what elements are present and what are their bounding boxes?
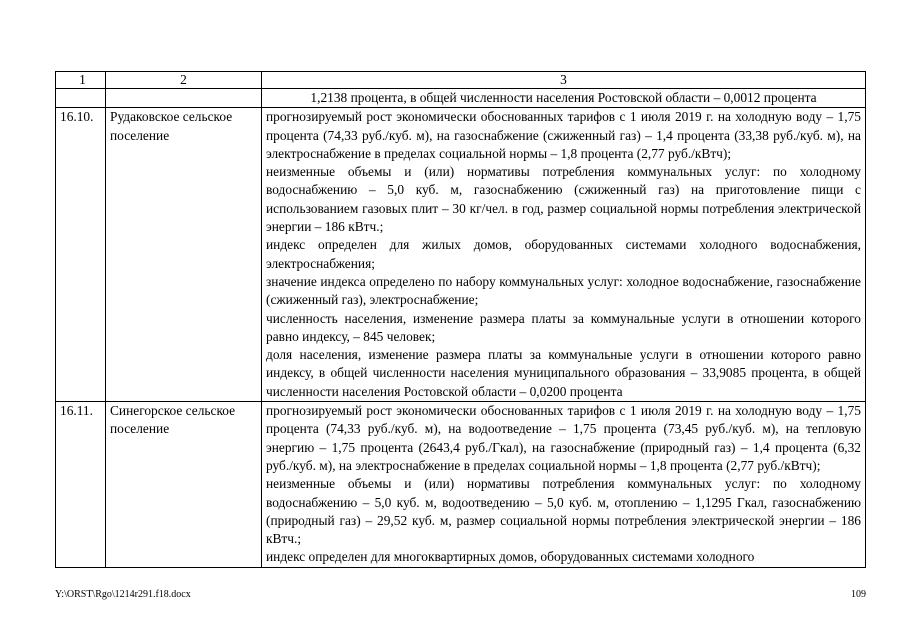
- paragraph: прогнозируемый рост экономически обоснованных тарифов с 1 июля 2019 г. на холодную воду – 1,75 процента (74,33 руб./куб. м), на газоснабжение (сжиженный газ) – 1,4 процента (33,38 руб./куб. м), на электроснабжение в пределах социальной нормы – 1,8 процента (2,77 руб./кВтч);: [266, 109, 861, 161]
- paragraph: прогнозируемый рост экономически обоснованных тарифов с 1 июля 2019 г. на холодную воду – 1,75 процента (74,33 руб./куб. м), на водоотведение – 1,75 процента (73,45 руб./куб. м), на тепловую энергию – 1,75 процента (2643,4 руб./Гкал), на газоснабжение (природный газ) – 1,4 процента (6,32 руб./куб. м), на электроснабжение в пределах социальной нормы – 1,8 процента (2,77 руб./кВтч);: [266, 403, 861, 473]
- table-header-row: [56, 72, 866, 89]
- paragraph: доля населения, изменение размера платы за коммунальные услуги в отношении которого равно индексу, в общей численности населения муниципального образования – 33,9085 процента, в общей численности населения Ростовской области – 0,0200 процента: [266, 347, 861, 399]
- continuation-row: [56, 89, 866, 108]
- header-col-2: 2: [106, 72, 262, 89]
- row-description: [262, 108, 866, 402]
- row-description: [262, 402, 866, 568]
- footer-file-path: Y:\ORST\Rgo\1214r291.f18.docx: [55, 589, 191, 600]
- header-col-1: 1: [56, 72, 106, 89]
- paragraph: неизменные объемы и (или) нормативы потребления коммунальных услуг: по холодному водоснабжению – 5,0 куб. м, газоснабжению (сжиженный газ) на приготовление пищи с использованием газовых плит – 30 кг/чел. в год, размер социальной нормы потребления электрической энергии – 186 кВтч.;: [266, 164, 861, 235]
- table-row: [56, 108, 866, 402]
- header-col-3: 3: [262, 72, 866, 89]
- paragraph: значение индекса определено по набору коммунальных услуг: холодное водоснабжение, газоснабжение (сжиженный газ), электроснабжение;: [266, 273, 861, 308]
- paragraph: индекс определен для многоквартирных домов, оборудованных системами холодного: [266, 549, 755, 565]
- paragraph: индекс определен для жилых домов, оборудованных системами холодного водоснабжения, электроснабжения;: [266, 237, 861, 271]
- continuation-text: 1,2138 процента, в общей численности населения Ростовской области – 0,0012 процента: [262, 89, 866, 108]
- row-number: 16.11.: [56, 402, 106, 568]
- settlement-name: Рудаковское сельское поселение: [106, 108, 262, 402]
- page-number: 109: [851, 589, 866, 600]
- paragraph: численность населения, изменение размера платы за коммунальные услуги в отношении которого равно индексу, – 845 человек;: [266, 310, 861, 344]
- row-number: 16.10.: [56, 108, 106, 402]
- settlement-name: Синегорское сельское поселение: [106, 402, 262, 568]
- paragraph: неизменные объемы и (или) нормативы потребления коммунальных услуг: по холодному водоснабжению – 5,0 куб. м, водоотведению – 5,0 куб. м, отоплению – 1,1295 Гкал, газоснабжению (природный газ) – 29,52 куб. м, размер социальной нормы потребления электрической энергии – 186 кВтч.;: [266, 476, 861, 547]
- table-row: [56, 402, 866, 568]
- tariff-table: [55, 71, 866, 568]
